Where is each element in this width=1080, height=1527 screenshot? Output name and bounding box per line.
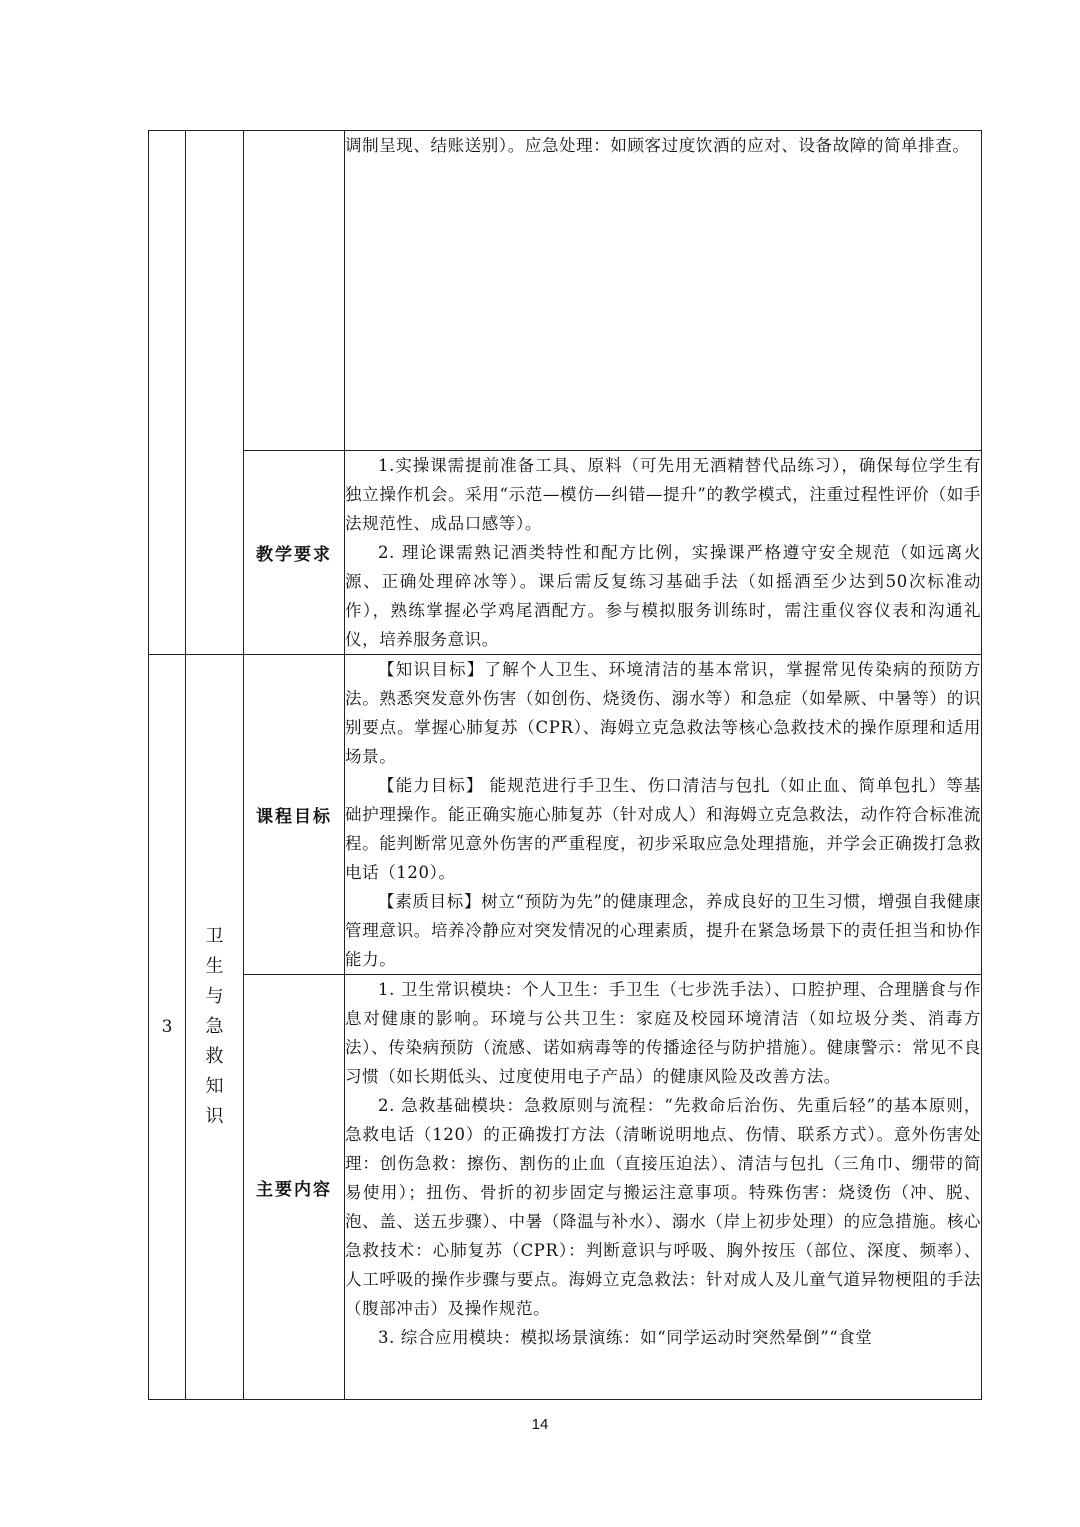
course-name-char: 识	[205, 1106, 224, 1127]
quality-objective: 【素质目标】树立“预防为先”的健康理念，养成良好的卫生习惯，增强自我健康管理意识。培养冷静应对突发情况的心理素质，提升在紧急场景下的责任担当和协作能力。	[345, 892, 981, 969]
page-number: 14	[531, 1416, 549, 1433]
teaching-requirements-row	[149, 451, 982, 655]
number-cell-empty	[149, 131, 186, 655]
course-name-char: 与	[205, 986, 224, 1007]
course-name-char: 救	[205, 1046, 224, 1067]
application-module: 3. 综合应用模块：模拟场景演练：如“同学运动时突然晕倒”“食堂	[378, 1328, 873, 1347]
course-name-char: 卫	[205, 926, 224, 947]
teaching-requirements-content	[345, 451, 982, 655]
course-number: 3	[149, 655, 186, 1400]
teaching-requirements-label: 教学要求	[244, 451, 345, 655]
curriculum-table	[148, 130, 982, 1400]
hygiene-module: 1. 卫生常识模块：个人卫生：手卫生（七步洗手法）、口腔护理、合理膳食与作息对健康的影响。环境与公共卫生：家庭及校园环境清洁（如垃圾分类、消毒方法）、传染病预防（流感、诺如病毒等的传播途径与防护措施）。健康警示：常见不良习惯（如长期低头、过度使用电子产品）的健康风险及改善方法。	[345, 980, 981, 1086]
course-objectives-row	[149, 655, 982, 975]
teaching-paragraph-2: 2. 理论课需熟记酒类特性和配方比例，实操课严格遵守安全规范（如远离火源、正确处理碎冰等）。课后需反复练习基础手法（如摇酒至少达到50次标准动作），熟练掌握必学鸡尾酒配方。参与模拟服务训练时，需注重仪容仪表和沟通礼仪，培养服务意识。	[345, 543, 981, 649]
continued-content-text: 调制呈现、结账送别）。应急处理：如顾客过度饮酒的应对、设备故障的简单排查。	[345, 136, 970, 155]
course-objectives-content	[345, 655, 982, 975]
course-name-char: 知	[205, 1076, 224, 1097]
knowledge-objective: 【知识目标】了解个人卫生、环境清洁的基本常识，掌握常见传染病的预防方法。熟悉突发意外伤害（如创伤、烧烫伤、溺水等）和急症（如晕厥、中暑等）的识别要点。掌握心肺复苏（CPR）、海姆立克急救法等核心急救技术的操作原理和适用场景。	[345, 660, 981, 766]
continued-content-cell	[345, 131, 982, 451]
main-contents-row	[149, 975, 982, 1400]
course-objectives-label: 课程目标	[244, 655, 345, 975]
course-name-cell-empty	[186, 131, 244, 655]
continuation-row	[149, 131, 982, 451]
main-contents-content	[345, 975, 982, 1400]
label-cell-empty	[244, 131, 345, 451]
main-contents-label: 主要内容	[244, 975, 345, 1400]
ability-objective: 【能力目标】 能规范进行手卫生、伤口清洁与包扎（如止血、简单包扎）等基础护理操作。能正确实施心肺复苏（针对成人）和海姆立克急救法，动作符合标准流程。能判断常见意外伤害的严重程度，初步采取应急处理措施，并学会正确拨打急救电话（120）。	[345, 776, 981, 882]
teaching-paragraph-1: 1.实操课需提前准备工具、原料（可先用无酒精替代品练习），确保每位学生有独立操作机会。采用“示范—模仿—纠错—提升”的教学模式，注重过程性评价（如手法规范性、成品口感等）。	[345, 456, 981, 533]
first-aid-module: 2. 急救基础模块：急救原则与流程：“先救命后治伤、先重后轻”的基本原则，急救电话（120）的正确拨打方法（清晰说明地点、伤情、联系方式）。意外伤害处理：创伤急救：擦伤、割伤的止血（直接压迫法）、清洁与包扎（三角巾、绷带的简易使用）；扭伤、骨折的初步固定与搬运注意事项。特殊伤害：烧烫伤（冲、脱、泡、盖、送五步骤）、中暑（降温与补水）、溺水（岸上初步处理）的应急措施。核心急救技术：心肺复苏（CPR）：判断意识与呼吸、胸外按压（部位、深度、频率）、人工呼吸的操作步骤与要点。海姆立克急救法：针对成人及儿童气道异物梗阻的手法（腹部冲击）及操作规范。	[345, 1096, 981, 1318]
course-name-char: 急	[205, 1016, 224, 1037]
course-name-char: 生	[205, 956, 224, 977]
course-name-vertical	[186, 655, 244, 1400]
